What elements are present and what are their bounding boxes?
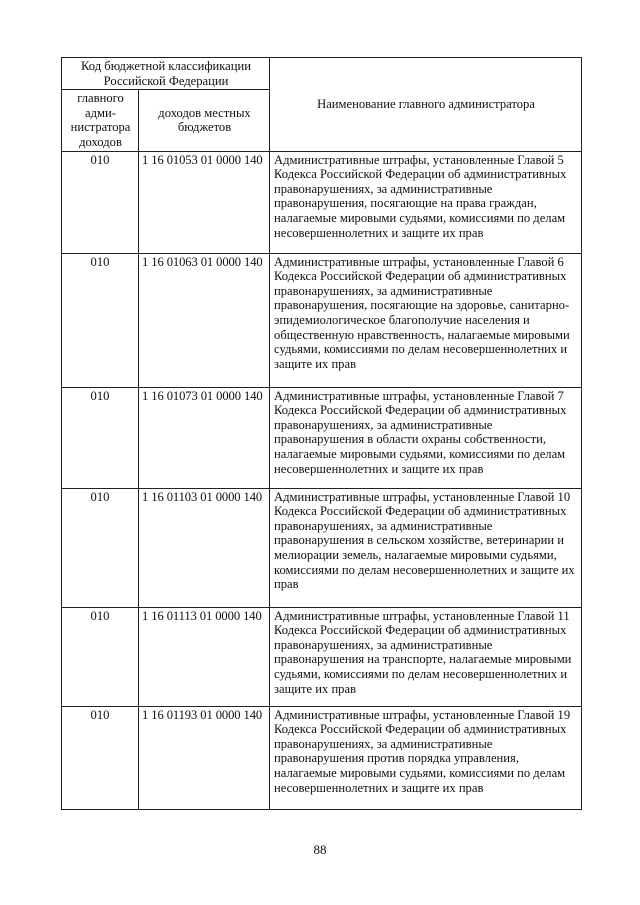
admin-code-cell: 010: [62, 253, 139, 387]
table-body: [62, 151, 582, 809]
header-budget-code-group: Код бюджетной классификации Российской Федерации: [62, 58, 270, 90]
administrator-name-cell: Административные штрафы, установленные Главой 5 Кодекса Российской Федерации об административных правонарушениях, за административные правонарушения, посягающие на права граждан, налагаемые мировыми судьями, комиссиями по делам несовершеннолетних и защите их прав: [270, 151, 582, 253]
budget-code-cell: 1 16 01103 01 0000 140: [139, 488, 270, 607]
administrator-name-cell: Административные штрафы, установленные Главой 11 Кодекса Российской Федерации об административных правонарушениях, за административные правонарушения на транспорте, налагаемые мировыми судьями, комиссиями по делам несовершеннолетних и защите их прав: [270, 607, 582, 706]
admin-code-cell: 010: [62, 488, 139, 607]
administrator-name-cell: Административные штрафы, установленные Главой 10 Кодекса Российской Федерации об административных правонарушениях, за административные правонарушения в сельском хозяйстве, ветеринарии и мелиорации земель, налагаемые мировыми судьями, комиссиями по делам несовершеннолетних и защите их прав: [270, 488, 582, 607]
table-header: [62, 58, 582, 152]
header-row-group: [62, 58, 582, 90]
admin-code-cell: 010: [62, 387, 139, 488]
budget-code-cell: 1 16 01073 01 0000 140: [139, 387, 270, 488]
budget-code-cell: 1 16 01063 01 0000 140: [139, 253, 270, 387]
table-row: [62, 387, 582, 488]
admin-code-cell: 010: [62, 151, 139, 253]
table-row: [62, 706, 582, 809]
table-row: [62, 151, 582, 253]
header-chief-administrator: главного адми-нистратора доходов: [62, 90, 139, 151]
administrator-name-cell: Административные штрафы, установленные Главой 19 Кодекса Российской Федерации об административных правонарушениях, за административные правонарушения против порядка управления, налагаемые мировыми судьями, комиссиями по делам несовершеннолетних и защите их прав: [270, 706, 582, 809]
budget-code-cell: 1 16 01113 01 0000 140: [139, 607, 270, 706]
table-row: [62, 253, 582, 387]
table-row: [62, 607, 582, 706]
administrator-name-cell: Административные штрафы, установленные Главой 6 Кодекса Российской Федерации об административных правонарушениях, за административные правонарушения, посягающие на здоровье, санитарно-эпидемиологическое благополучие населения и общественную нравственность, налагаемые мировыми судьями, комиссиями по делам несовершеннолетних и защите их прав: [270, 253, 582, 387]
admin-code-cell: 010: [62, 607, 139, 706]
admin-code-cell: 010: [62, 706, 139, 809]
header-administrator-name: Наименование главного администратора: [270, 58, 582, 152]
administrator-name-cell: Административные штрафы, установленные Главой 7 Кодекса Российской Федерации об административных правонарушениях, за административные правонарушения в области охраны собственности, налагаемые мировыми судьями, комиссиями по делам несовершеннолетних и защите их прав: [270, 387, 582, 488]
header-local-budget-income: доходов местных бюджетов: [139, 90, 270, 151]
budget-code-cell: 1 16 01053 01 0000 140: [139, 151, 270, 253]
budget-classification-table: [61, 57, 582, 810]
page-number: 88: [313, 842, 327, 857]
table-row: [62, 488, 582, 607]
budget-code-cell: 1 16 01193 01 0000 140: [139, 706, 270, 809]
